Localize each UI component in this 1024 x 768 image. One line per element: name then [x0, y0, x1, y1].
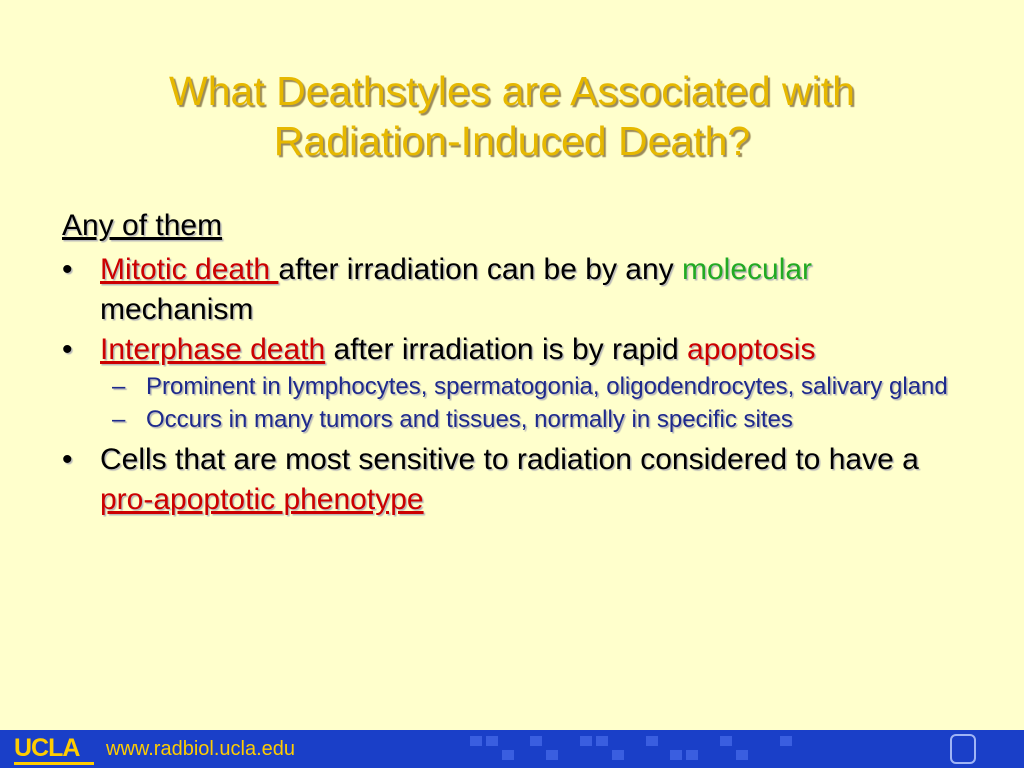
- bullet-text: Cells that are most sensitive to radiation considered to have a: [100, 443, 919, 476]
- decor-square: [780, 736, 792, 746]
- decor-square: [686, 750, 698, 760]
- bullet-text-continued: mechanism: [100, 293, 254, 326]
- term-apoptosis: apoptosis: [687, 333, 816, 366]
- slide-nav-icon[interactable]: [950, 734, 976, 764]
- sub-bullet-text: Occurs in many tumors and tissues, normally in specific sites: [146, 406, 793, 433]
- sub-bullet-prominent: [62, 370, 962, 403]
- decorative-squares: [470, 732, 830, 766]
- bullet-mark: •: [62, 443, 73, 476]
- decor-square: [612, 750, 624, 760]
- bullet-text: after irradiation is by rapid: [325, 333, 688, 366]
- decor-square: [720, 736, 732, 746]
- decor-square: [736, 750, 748, 760]
- decor-square: [646, 736, 658, 746]
- title-line-2: Radiation-Induced Death?: [273, 118, 751, 164]
- sub-bullet-occurs: [62, 403, 962, 436]
- decor-square: [502, 750, 514, 760]
- slide-title: [60, 66, 964, 166]
- decor-square: [670, 750, 682, 760]
- bullet-interphase-death: [62, 330, 962, 370]
- decor-square: [596, 736, 608, 746]
- bullet-mitotic-death: [62, 250, 962, 330]
- bullet-mark: •: [62, 333, 73, 366]
- bullet-mark: •: [62, 253, 73, 286]
- title-line-1: What Deathstyles are Associated with: [169, 68, 855, 114]
- logo-underline: [14, 762, 94, 765]
- bullet-sensitive-cells: [62, 440, 962, 520]
- decor-square: [546, 750, 558, 760]
- decor-square: [470, 736, 482, 746]
- sub-bullet-text: Prominent in lymphocytes, spermatogonia, oligodendrocytes, salivary gland: [146, 373, 948, 400]
- decor-square: [530, 736, 542, 746]
- term-molecular: molecular: [682, 253, 813, 286]
- section-heading: Any of them: [62, 209, 223, 242]
- slide-body: [62, 206, 962, 520]
- sub-bullet-mark: –: [112, 373, 126, 400]
- footer-url[interactable]: www.radbiol.ucla.edu: [106, 738, 295, 760]
- bullet-text: after irradiation can be by any: [278, 253, 682, 286]
- term-pro-apoptotic-phenotype: pro-apoptotic phenotype: [100, 483, 424, 516]
- footer-bar: [0, 730, 1024, 768]
- ucla-logo: UCLA: [14, 734, 80, 762]
- decor-square: [486, 736, 498, 746]
- term-mitotic-death: Mitotic death: [100, 253, 279, 286]
- decor-square: [580, 736, 592, 746]
- term-interphase-death: Interphase death: [100, 333, 326, 366]
- sub-bullet-mark: –: [112, 406, 126, 433]
